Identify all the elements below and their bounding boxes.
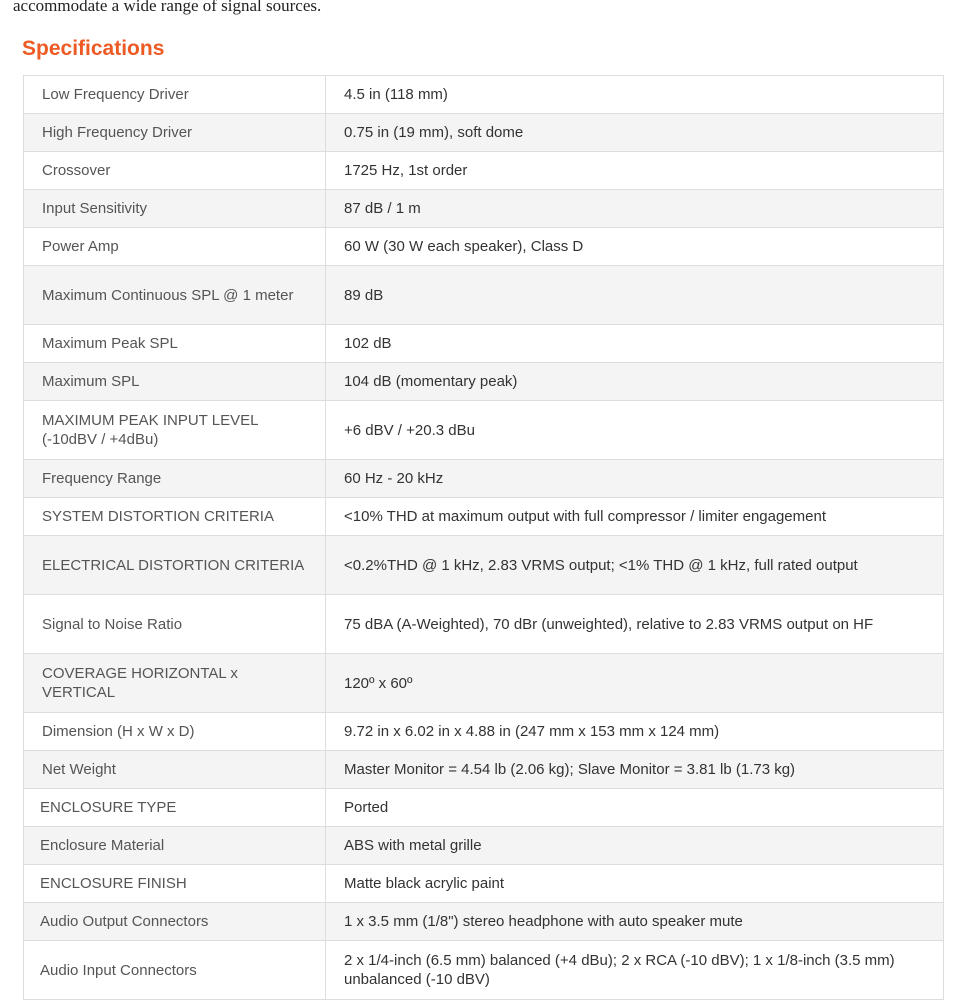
spec-value: 2 x 1/4-inch (6.5 mm) balanced (+4 dBu); 2 x RCA (-10 dBV); 1 x 1/8-inch (3.5 mm) unbalanced (-10 dBV) bbox=[326, 941, 944, 1000]
spec-label: ELECTRICAL DISTORTION CRITERIA bbox=[24, 536, 326, 595]
spec-label: COVERAGE HORIZONTAL x VERTICAL bbox=[24, 654, 326, 713]
spec-row bbox=[24, 114, 944, 152]
spec-value: 60 Hz - 20 kHz bbox=[326, 460, 944, 498]
spec-value: Matte black acrylic paint bbox=[326, 865, 944, 903]
spec-row bbox=[24, 190, 944, 228]
spec-row bbox=[24, 460, 944, 498]
spec-label: SYSTEM DISTORTION CRITERIA bbox=[24, 498, 326, 536]
spec-label: MAXIMUM PEAK INPUT LEVEL (-10dBV / +4dBu) bbox=[24, 401, 326, 460]
spec-value: <10% THD at maximum output with full compressor / limiter engagement bbox=[326, 498, 944, 536]
spec-label: ENCLOSURE FINISH bbox=[24, 865, 326, 903]
spec-label: Low Frequency Driver bbox=[24, 76, 326, 114]
spec-value: 1 x 3.5 mm (1/8") stereo headphone with auto speaker mute bbox=[326, 903, 944, 941]
spec-row bbox=[24, 266, 944, 325]
spec-value: ABS with metal grille bbox=[326, 827, 944, 865]
spec-value: 9.72 in x 6.02 in x 4.88 in (247 mm x 153 mm x 124 mm) bbox=[326, 713, 944, 751]
spec-value: 75 dBA (A-Weighted), 70 dBr (unweighted), relative to 2.83 VRMS output on HF bbox=[326, 595, 944, 654]
spec-row bbox=[24, 941, 944, 1000]
spec-label: Input Sensitivity bbox=[24, 190, 326, 228]
spec-label: Maximum Continuous SPL @ 1 meter bbox=[24, 266, 326, 325]
spec-row bbox=[24, 654, 944, 713]
spec-label: Maximum SPL bbox=[24, 363, 326, 401]
spec-value: Ported bbox=[326, 789, 944, 827]
spec-label: Power Amp bbox=[24, 228, 326, 266]
spec-value: +6 dBV / +20.3 dBu bbox=[326, 401, 944, 460]
spec-label: Net Weight bbox=[24, 751, 326, 789]
spec-value: 60 W (30 W each speaker), Class D bbox=[326, 228, 944, 266]
spec-row bbox=[24, 76, 944, 114]
spec-value: 4.5 in (118 mm) bbox=[326, 76, 944, 114]
spec-row bbox=[24, 751, 944, 789]
spec-label: High Frequency Driver bbox=[24, 114, 326, 152]
spec-row bbox=[24, 713, 944, 751]
spec-value: 102 dB bbox=[326, 325, 944, 363]
section-title: Specifications bbox=[22, 37, 165, 60]
spec-row bbox=[24, 595, 944, 654]
spec-label: Audio Output Connectors bbox=[24, 903, 326, 941]
spec-label: Audio Input Connectors bbox=[24, 941, 326, 1000]
spec-row bbox=[24, 903, 944, 941]
intro-paragraph: accommodate a wide range of signal sources. bbox=[13, 0, 322, 15]
spec-row bbox=[24, 363, 944, 401]
spec-label: Signal to Noise Ratio bbox=[24, 595, 326, 654]
spec-row bbox=[24, 827, 944, 865]
spec-value: 89 dB bbox=[326, 266, 944, 325]
spec-value: 120º x 60º bbox=[326, 654, 944, 713]
spec-label: Enclosure Material bbox=[24, 827, 326, 865]
spec-label: ENCLOSURE TYPE bbox=[24, 789, 326, 827]
spec-value: 87 dB / 1 m bbox=[326, 190, 944, 228]
spec-value: 104 dB (momentary peak) bbox=[326, 363, 944, 401]
spec-row bbox=[24, 536, 944, 595]
spec-value: Master Monitor = 4.54 lb (2.06 kg); Slave Monitor = 3.81 lb (1.73 kg) bbox=[326, 751, 944, 789]
spec-row bbox=[24, 865, 944, 903]
spec-label: Crossover bbox=[24, 152, 326, 190]
specifications-table bbox=[23, 75, 944, 1000]
spec-row bbox=[24, 401, 944, 460]
spec-value: <0.2%THD @ 1 kHz, 2.83 VRMS output; <1% THD @ 1 kHz, full rated output bbox=[326, 536, 944, 595]
spec-row bbox=[24, 325, 944, 363]
spec-row bbox=[24, 228, 944, 266]
spec-label: Maximum Peak SPL bbox=[24, 325, 326, 363]
spec-row bbox=[24, 152, 944, 190]
spec-value: 1725 Hz, 1st order bbox=[326, 152, 944, 190]
spec-value: 0.75 in (19 mm), soft dome bbox=[326, 114, 944, 152]
spec-row bbox=[24, 498, 944, 536]
spec-label: Dimension (H x W x D) bbox=[24, 713, 326, 751]
spec-row bbox=[24, 789, 944, 827]
spec-label: Frequency Range bbox=[24, 460, 326, 498]
